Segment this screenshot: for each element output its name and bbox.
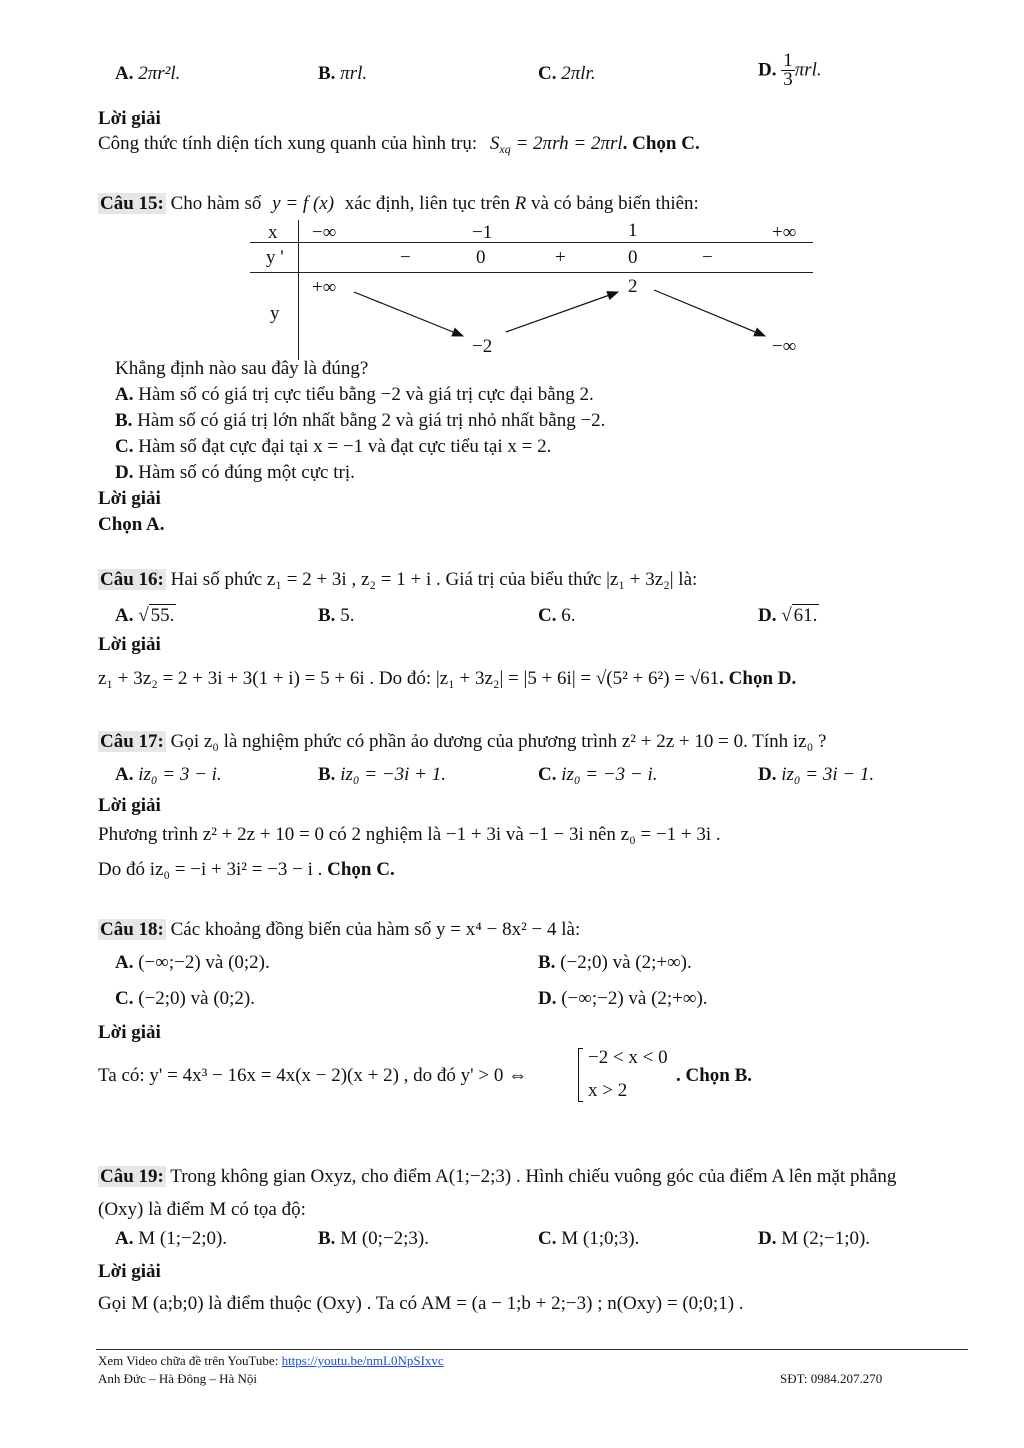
arrow-down-1 <box>354 292 463 336</box>
q18-case-1: −2 < x < 0 <box>588 1047 668 1068</box>
q18-choose: . Chọn B. <box>676 1065 753 1086</box>
q17-solution-title: Lời giải <box>98 795 161 816</box>
table-x-value: 1 <box>628 220 638 241</box>
footer-divider <box>96 1349 968 1350</box>
q15-option-b: B. Hàm số có giá trị lớn nhất bằng 2 và giá trị nhỏ nhất bằng −2. <box>115 410 606 431</box>
q14-option-a: A. 2πr²l. <box>115 63 181 84</box>
table-yprime-value: + <box>555 247 566 268</box>
table-yprime-value: 0 <box>628 247 638 268</box>
q16-option-c: C. 6. <box>538 605 576 626</box>
footer-phone: SĐT: 0984.207.270 <box>780 1371 883 1386</box>
table-x-value: −1 <box>472 222 493 243</box>
q14-solution-title: Lời giải <box>98 108 161 129</box>
q18-case-2: x > 2 <box>588 1080 628 1101</box>
q16-option-d: D. √ 61. <box>758 605 818 626</box>
q19-solution-title: Lời giải <box>98 1261 161 1282</box>
table-x-value: −∞ <box>312 222 337 243</box>
q15-solution-title: Lời giải <box>98 488 161 509</box>
q15-label: Câu 15: <box>100 193 164 214</box>
q19-option-d: D. M (2;−1;0). <box>758 1228 871 1249</box>
table-y-value: 2 <box>628 276 638 297</box>
q17-option-c: C. iz₀ = −3 − i. <box>538 764 658 785</box>
table-yprime-value: − <box>400 247 411 268</box>
q19-option-b: B. M (0;−2;3). <box>318 1228 430 1249</box>
variation-table <box>250 220 813 360</box>
table-y-value: −∞ <box>772 336 797 357</box>
q14-solution: Công thức tính diện tích xung quanh của hình trụ: $S_{xq} = 2\pi rh = 2\pi rl$. Chọn C. <box>98 133 700 156</box>
q18-option-b: B. (−2;0) và (2;+∞). <box>538 952 692 973</box>
q19-option-a: A. M (1;−2;0). <box>115 1228 228 1249</box>
q16-option-b: B. 5. <box>318 605 355 626</box>
q19-label: Câu 19: <box>100 1166 164 1187</box>
variation-arrows <box>250 220 813 360</box>
q15-option-a: A. Hàm số có giá trị cực tiểu bằng −2 và giá trị cực đại bằng 2. <box>115 384 594 405</box>
table-y-label: y <box>270 303 280 324</box>
q18-option-c: C. (−2;0) và (0;2). <box>115 988 255 1009</box>
q18-stem: Câu 18: Các khoảng đồng biến của hàm số y = x⁴ − 8x² − 4 là: <box>100 919 581 940</box>
q16-option-a: A. √ 55. <box>115 605 175 626</box>
q16-stem: Câu 16: Hai số phức z₁ = 2 + 3i , z₂ = 1 + i . Giá trị của biểu thức |z₁ + 3z₂| là: <box>100 569 698 590</box>
q17-option-b: B. iz₀ = −3i + 1. <box>318 764 446 785</box>
q18-option-d: D. (−∞;−2) và (2;+∞). <box>538 988 708 1009</box>
q16-label: Câu 16: <box>100 569 164 590</box>
q17-solution-line2: Do đó iz₀ = −i + 3i² = −3 − i . Chọn C. <box>98 859 395 880</box>
q18-option-a: A. (−∞;−2) và (0;2). <box>115 952 270 973</box>
table-y-value: +∞ <box>312 277 337 298</box>
q19-stem-line1: Câu 19: Trong không gian Oxyz, cho điểm A(1;−2;3) . Hình chiếu vuông góc của điểm A lên mặt phẳng <box>100 1166 897 1187</box>
q14-option-d: D. $\frac{1}{3}$ πrl. <box>758 50 822 90</box>
arrow-up <box>506 292 618 332</box>
q15-stem: Câu 15: Cho hàm số y = f (x) xác định, liên tục trên R và có bảng biến thiên: <box>100 193 699 214</box>
q18-case-bracket <box>578 1048 583 1102</box>
table-x-label: x <box>268 222 278 243</box>
arrow-down-2 <box>654 290 765 336</box>
q18-label: Câu 18: <box>100 919 164 940</box>
q17-option-d: D. iz₀ = 3i − 1. <box>758 764 875 785</box>
q16-solution: z₁ + 3z₂ = 2 + 3i + 3(1 + i) = 5 + 6i . Do đó: |z₁ + 3z₂| = |5 + 6i| = √(5² + 6²) = √61. Chọn D. <box>98 668 797 689</box>
q18-solution-title: Lời giải <box>98 1022 161 1043</box>
footer-author: Anh Đức – Hà Đông – Hà Nội <box>98 1371 258 1386</box>
q15-option-c: C. Hàm số đạt cực đại tại x = −1 và đạt cực tiểu tại x = 2. <box>115 436 552 457</box>
table-yprime-value: 0 <box>476 247 486 268</box>
q19-stem-line2: (Oxy) là điểm M có tọa độ: <box>98 1199 306 1220</box>
table-y-value: −2 <box>472 336 493 357</box>
q17-stem: Câu 17: Gọi z₀ là nghiệm phức có phần ảo dương của phương trình z² + 2z + 10 = 0. Tính iz₀ ? <box>100 731 827 752</box>
q16-solution-title: Lời giải <box>98 634 161 655</box>
q18-solution: Ta có: y' = 4x³ − 16x = 4x(x − 2)(x + 2) , do đó y' > 0 ⇔ <box>98 1065 528 1086</box>
q17-label: Câu 17: <box>100 731 164 752</box>
q15-prompt: Khẳng định nào sau đây là đúng? <box>115 358 369 379</box>
q15-option-d: D. Hàm số có đúng một cực trị. <box>115 462 355 483</box>
q14-option-c: C. 2πlr. <box>538 63 596 84</box>
q15-choose: Chọn A. <box>98 514 165 535</box>
q17-option-a: A. iz₀ = 3 − i. <box>115 764 222 785</box>
q17-solution-line1: Phương trình z² + 2z + 10 = 0 có 2 nghiệm là −1 + 3i và −1 − 3i nên z₀ = −1 + 3i . <box>98 824 721 845</box>
table-yprime-value: − <box>702 247 713 268</box>
footer-video: Xem Video chữa đề trên YouTube: https://youtu.be/nmL0NpSIxvc <box>98 1353 444 1368</box>
table-x-value: +∞ <box>772 222 797 243</box>
table-yprime-label: y ' <box>266 247 284 268</box>
youtube-link[interactable]: https://youtu.be/nmL0NpSIxvc <box>281 1353 444 1368</box>
q19-solution: Gọi M (a;b;0) là điểm thuộc (Oxy) . Ta có AM = (a − 1;b + 2;−3) ; n(Oxy) = (0;0;1) . <box>98 1293 744 1314</box>
q19-option-c: C. M (1;0;3). <box>538 1228 640 1249</box>
q14-option-b: B. πrl. <box>318 63 368 84</box>
